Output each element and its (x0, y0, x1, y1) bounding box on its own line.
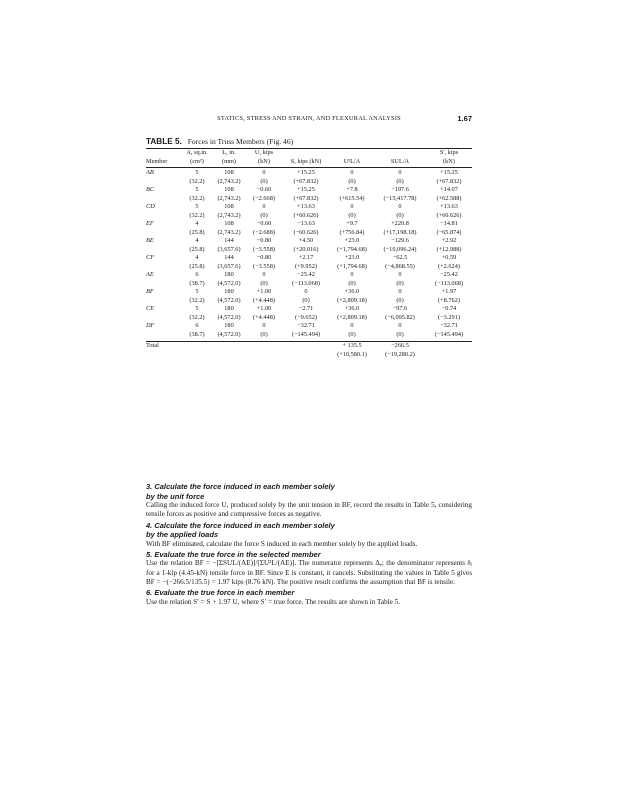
table-cell-7: (−113.068) (435, 279, 463, 287)
table-cell-2: (2,743.2) (217, 194, 241, 202)
table-cell-3: −0.80 (256, 254, 272, 261)
table-cell-5: (0) (348, 211, 356, 219)
table-cell-6: (0) (396, 330, 404, 338)
table-cell-3: (−2.668) (253, 194, 275, 202)
table-cell-5: +9.7 (346, 220, 358, 227)
table-cell-4: (+20.016) (293, 245, 319, 253)
table-cell-3: (0) (260, 211, 268, 219)
table-cell-2: (3,657.6) (217, 262, 241, 270)
table-caption-text: Forces in Truss Members (Fig. 46) (187, 137, 294, 146)
table-cell-0: AE (146, 271, 154, 278)
table-cell-2: (4,572.0) (217, 296, 241, 304)
table-cell-4: −32.71 (297, 322, 315, 329)
table-cell-1 (182, 351, 212, 360)
table-cell-4: (+9.952) (295, 262, 317, 270)
table-cell-1: 6 (195, 271, 199, 278)
table-cell-4: +13.63 (297, 203, 315, 210)
header-cell-5 (330, 149, 374, 158)
table-body (146, 169, 472, 339)
table-caption-label: TABLE 5. (146, 137, 182, 146)
header-cell-0 (146, 149, 182, 158)
table-cell-7: +15.25 (440, 169, 458, 176)
header-cell-0: Member (146, 157, 168, 165)
table-cell-6: (−15,417.78) (383, 194, 417, 202)
table-cell-5: 0 (350, 203, 354, 210)
table-cell-6: (−19,280.2) (385, 350, 415, 358)
table-cell-3: 0 (262, 271, 266, 278)
header-cell-1: (cm²) (190, 157, 204, 165)
step-6 (146, 588, 472, 607)
header-cell-4: S, kips (kN) (290, 157, 322, 165)
table-cell-6: 0 (398, 169, 402, 176)
table-cell-6: −97.6 (392, 305, 408, 312)
table-cell-1: (32.2) (189, 313, 205, 321)
table-cell-6: (−10,096.24) (383, 245, 417, 253)
table-header-row-bottom (146, 158, 472, 167)
table-cell-7: (+8.762) (438, 296, 460, 304)
table-cell-5: (0) (348, 279, 356, 287)
table-cell-2: 108 (224, 220, 234, 227)
table-cell-7: +2.92 (441, 237, 457, 244)
table-cell-2 (212, 351, 246, 360)
step-heading-continued: by the applied loads (146, 530, 219, 540)
table-cell-3: (0) (260, 177, 268, 185)
table-total (146, 342, 472, 359)
table-cell-1: 4 (195, 237, 199, 244)
table-cell-1: (32.2) (189, 194, 205, 202)
table-cell-5: +36.0 (344, 305, 360, 312)
step-body: Calling the induced force U, produced solely by the unit tension in BF, record the results in Table 5, considering tensile forces as positive and compressive forces as negative. (146, 501, 472, 519)
table-cell-1: 5 (195, 288, 199, 295)
table-cell-6: −266.5 (391, 342, 409, 349)
header-cell-3: U, kips (254, 149, 274, 156)
table-cell-7: +13.63 (440, 203, 458, 210)
table-cell-2: (2,743.2) (217, 228, 241, 236)
table-cell-6: (0) (396, 177, 404, 185)
table-cell-5: (+756.84) (339, 228, 365, 236)
table-header-rule (146, 167, 472, 168)
table-cell-5: + 135.5 (342, 342, 362, 349)
table-cell-6: 0 (398, 288, 402, 295)
table-cell-5: (0) (348, 330, 356, 338)
table-cell-1: 4 (195, 220, 199, 227)
step-body: With BF eliminated, calculate the force S induced in each member solely by the applied loads. (146, 539, 418, 548)
table-cell-4: (+67.832) (293, 194, 319, 202)
table-cell-3: (0) (260, 279, 268, 287)
table-cell-3 (246, 351, 282, 360)
table-cell-6: (0) (396, 279, 404, 287)
table-cell-6: 0 (398, 203, 402, 210)
table-cell-0: BC (146, 186, 155, 193)
table-cell-3: 0 (262, 322, 266, 329)
table-row (146, 263, 472, 272)
table-cell-7 (426, 342, 472, 351)
solution-steps (146, 482, 472, 608)
table-cell-0 (146, 263, 182, 272)
table-cell-2: 108 (224, 203, 234, 210)
table-cell-1: 5 (195, 169, 199, 176)
table-cell-6: (+17,198.18) (383, 228, 417, 236)
table-cell-7: −32.71 (440, 322, 458, 329)
table-row (146, 212, 472, 221)
table-cell-6: 0 (398, 271, 402, 278)
step-heading-continued: by the unit force (146, 491, 205, 501)
table-cell-7: (+62.588) (436, 194, 462, 202)
step-3 (146, 482, 472, 520)
table-cell-7: (−145.494) (434, 330, 464, 338)
table-cell-2: (2,743.2) (217, 211, 241, 219)
table-cell-1: (25.8) (189, 262, 205, 270)
table-row (146, 322, 472, 331)
table-row (146, 186, 472, 195)
table-cell-3: (+4.448) (253, 296, 275, 304)
table-cell-0: CD (146, 203, 155, 210)
table-cell-0: DF (146, 322, 155, 329)
table-cell-4: (0) (302, 296, 310, 304)
table-cell-0: Total (146, 342, 159, 349)
table-cell-2: 180 (224, 271, 234, 278)
table-row (146, 331, 472, 340)
table-cell-0 (146, 195, 182, 204)
table-cell-5: +7.8 (346, 186, 358, 193)
table-cell-0: BF (146, 288, 154, 295)
table-cell-0: AB (146, 169, 154, 176)
table-cell-1: 5 (195, 305, 199, 312)
header-cell-5: U²L/A (343, 157, 361, 165)
table-cell-7: −0.74 (441, 305, 457, 312)
table-row (146, 220, 472, 229)
table-cell-3 (246, 342, 282, 351)
step-4 (146, 521, 472, 549)
table-cell-2: 144 (224, 237, 234, 244)
table-cell-2: (2,743.2) (217, 177, 241, 185)
table-row (146, 314, 472, 323)
table-cell-6: (−6,095.82) (385, 313, 415, 321)
table-cell-5: 0 (350, 322, 354, 329)
table-cell-3: −0.80 (256, 237, 272, 244)
table-cell-7: (+12.988) (436, 245, 462, 253)
table-cell-0 (146, 246, 182, 255)
table-cell-3: +1.00 (256, 305, 272, 312)
table-row (146, 169, 472, 178)
table-cell-4: (+60.626) (293, 211, 319, 219)
table-cell-4: (−9.652) (295, 313, 317, 321)
table-cell-4: (+67.832) (293, 177, 319, 185)
table-cell-3: (−3.558) (253, 262, 275, 270)
header-cell-7: S', kips (439, 149, 459, 156)
table-cell-1 (182, 342, 212, 351)
table-row (146, 254, 472, 263)
table-total-row-metric (146, 351, 472, 360)
table-cell-1: (32.2) (189, 211, 205, 219)
table-cell-6: (0) (396, 211, 404, 219)
table-cell-4: −25.42 (297, 271, 315, 278)
table-row (146, 203, 472, 212)
table-cell-5: (+2,809.18) (337, 296, 367, 304)
table-cell-3: (+4.448) (253, 313, 275, 321)
table-cell-5: (+10,580.1) (337, 350, 367, 358)
table-cell-5: (+1,794.68) (337, 245, 367, 253)
table-cell-2: (4,572.0) (217, 330, 241, 338)
table-cell-4: 0 (304, 288, 308, 295)
table-cell-7: (+67.832) (436, 177, 462, 185)
table-cell-5: +23.0 (344, 237, 360, 244)
step-heading: 4. Calculate the force induced in each member solely (146, 520, 335, 530)
header-cell-6 (374, 149, 426, 158)
table-cell-3: −0.60 (256, 220, 272, 227)
table-cell-7: −14.81 (440, 220, 458, 227)
header-cell-7: (kN) (443, 157, 455, 165)
table-cell-7: +14.07 (440, 186, 458, 193)
table-row (146, 297, 472, 306)
table-cell-4: −2.71 (298, 305, 314, 312)
table-cell-7: (−65.874) (436, 228, 462, 236)
table-cell-5: +36.0 (344, 288, 360, 295)
step-body: Use the relation S′ = S + 1.97 U, where S′ = true force. The results are shown in Table 5. (146, 597, 401, 606)
table-cell-0 (146, 297, 182, 306)
table-cell-6: −62.5 (392, 254, 408, 261)
table-cell-4: +2.17 (298, 254, 314, 261)
table-cell-0: BE (146, 237, 154, 244)
table-cell-1: 4 (195, 254, 199, 261)
table-cell-2: 144 (224, 254, 234, 261)
table-cell-6: +220.8 (391, 220, 409, 227)
table-cell-6: (−4,868.55) (385, 262, 415, 270)
table-cell-0 (146, 212, 182, 221)
table-cell-7: −25.42 (440, 271, 458, 278)
step-heading: 3. Calculate the force induced in each member solely (146, 482, 335, 491)
running-title: STATICS, STRESS AND STRAIN, AND FLEXURAL ANALYSIS (217, 115, 401, 122)
page-number: 1.67 (457, 114, 472, 123)
table-cell-4: −13.63 (297, 220, 315, 227)
header-cell-1: A, sq.in. (186, 149, 208, 156)
header-cell-4 (282, 149, 330, 158)
table-cell-4: (−113.068) (292, 279, 320, 287)
table-cell-7 (426, 351, 472, 360)
table-cell-1: (32.2) (189, 296, 205, 304)
table-cell-4: +15.25 (297, 186, 315, 193)
table-cell-1: (25.8) (189, 245, 205, 253)
table-cell-5: 0 (350, 271, 354, 278)
table-cell-4: (−60.626) (293, 228, 319, 236)
table-cell-6: (0) (396, 296, 404, 304)
table-cell-3: 0 (262, 169, 266, 176)
table-row (146, 271, 472, 280)
table-cell-3: −0.60 (256, 186, 272, 193)
table-row (146, 305, 472, 314)
table-row (146, 229, 472, 238)
table-cell-0 (146, 331, 182, 340)
step-heading: 5. Evaluate the true force in the selected member (146, 549, 321, 559)
table-cell-7: (+60.626) (436, 211, 462, 219)
table-header (146, 149, 472, 166)
step-heading: 6. Evaluate the true force in each member (146, 588, 295, 598)
table-cell-0 (146, 314, 182, 323)
table-cell-1: 5 (195, 186, 199, 193)
table-row (146, 237, 472, 246)
header-cell-2: (mm) (222, 157, 236, 165)
table-cell-1: (32.2) (189, 177, 205, 185)
table-row (146, 178, 472, 187)
table-cell-0: CE (146, 305, 155, 312)
table-cell-5: (+615.54) (339, 194, 365, 202)
table-cell-2 (212, 342, 246, 351)
table-cell-2: (3,657.6) (217, 245, 241, 253)
table-cell-0 (146, 229, 182, 238)
table-cell-6: −129.6 (391, 237, 409, 244)
table-cell-0 (146, 178, 182, 187)
table-total-row (146, 342, 472, 351)
header-cell-2: L, in. (222, 149, 236, 156)
table-caption (146, 137, 293, 146)
table-row (146, 280, 472, 289)
table-cell-3: +1.00 (256, 288, 272, 295)
table-cell-1: (25.8) (189, 228, 205, 236)
table-cell-1: (38.7) (189, 330, 205, 338)
table-cell-4: +15.25 (297, 169, 315, 176)
table-cell-2: (4,572.0) (217, 313, 241, 321)
table-header-row-top (146, 149, 472, 158)
table-cell-2: 108 (224, 186, 234, 193)
table-cell-3: (−2.688) (253, 228, 275, 236)
table-cell-0: CF (146, 254, 155, 261)
table-cell-4: +4.50 (298, 237, 314, 244)
table-row (146, 288, 472, 297)
table-cell-2: 180 (224, 288, 234, 295)
step-body: Use the relation BF = −[ΣSUL/(AE)]/[ΣU²L/(AE)]. The numerator represents Δₐ; the denominator represents δᵢ for a 1-kip (4.45-kN) tensile force in BF. Since E is constant, it cancels. Substituting the values in Table 5 gives BF = −(−266.5/135.5) = 1.97 kips (8.76 kN). The positive result confirms the assumption that BF is tensile. (146, 559, 472, 586)
table-cell-2: 180 (224, 322, 234, 329)
header-cell-6: SUL/A (390, 157, 410, 165)
table-cell-7: (−3.291) (438, 313, 460, 321)
table-cell-0: EF (146, 220, 154, 227)
table-cell-6: 0 (398, 322, 402, 329)
header-cell-3: (kN) (258, 157, 270, 165)
table-cell-5: +23.0 (344, 254, 360, 261)
table-cell-6: −197.6 (391, 186, 409, 193)
table-cell-4: (−145.494) (291, 330, 321, 338)
table-cell-3: (0) (260, 330, 268, 338)
table-cell-2: 108 (224, 169, 234, 176)
table-row (146, 195, 472, 204)
table-cell-7: +0.59 (441, 254, 457, 261)
table-cell-7: +1.97 (441, 288, 457, 295)
step-5 (146, 550, 472, 587)
table-cell-5: (0) (348, 177, 356, 185)
table-cell-5: 0 (350, 169, 354, 176)
table-cell-5: (+1,794.68) (337, 262, 367, 270)
table-cell-2: (4,572.0) (217, 279, 241, 287)
table-cell-3: 0 (262, 203, 266, 210)
table-cell-7: (+2.624) (438, 262, 460, 270)
table-cell-4 (282, 351, 330, 360)
table-cell-4 (282, 342, 330, 351)
table-cell-2: 180 (224, 305, 234, 312)
table-cell-3: (−3.558) (253, 245, 275, 253)
table-row (146, 246, 472, 255)
table-cell-5: (+2,809.18) (337, 313, 367, 321)
table-cell-1: 6 (195, 322, 199, 329)
table-cell-1: (38.7) (189, 279, 205, 287)
table-cell-0 (146, 280, 182, 289)
table-cell-0 (146, 351, 182, 360)
table-cell-1: 5 (195, 203, 199, 210)
